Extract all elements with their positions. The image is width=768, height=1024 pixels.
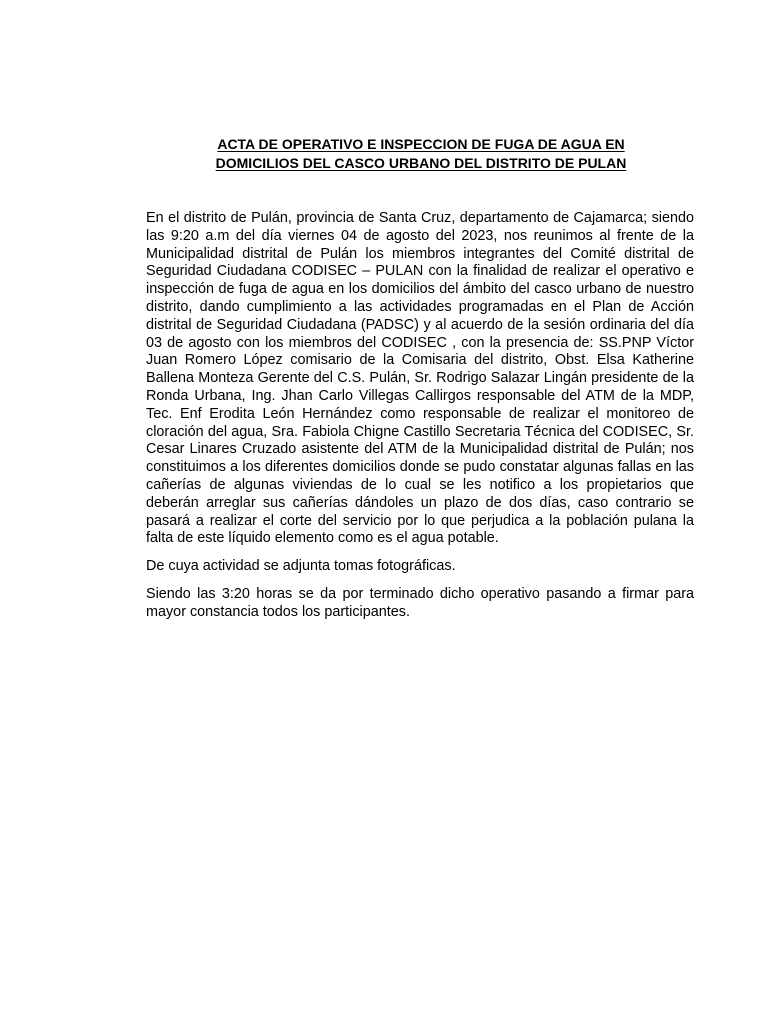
title-line-2: DOMICILIOS DEL CASCO URBANO DEL DISTRITO DE PULAN	[215, 155, 627, 171]
body-paragraph-3: Siendo las 3:20 horas se da por terminado dicho operativo pasando a firmar para mayor constancia todos los participantes.	[146, 585, 694, 620]
document-body	[146, 210, 694, 632]
document-title	[146, 135, 696, 173]
body-paragraph-2: De cuya actividad se adjunta tomas fotográficas.	[146, 558, 456, 575]
body-paragraph-1: En el distrito de Pulán, provincia de Santa Cruz, departamento de Cajamarca; siendo las 9:20 a.m del día viernes 04 de agosto del 2023, nos reunimos al frente de la Municipalidad distrital de Pulán los miembros integrantes del Comité distrital de Seguridad Ciudadana CODISEC – PULAN con la finalidad de realizar el operativo e inspección de fuga de agua en los domicilios del ámbito del casco urbano de nuestro distrito, dando cumplimiento a las actividades programadas en el Plan de Acción distrital de Seguridad Ciudadana (PADSC) y al acuerdo de la sesión ordinaria del día 03 de agosto con los miembros del CODISEC , con la presencia de: SS.PNP Víctor Juan Romero López comisario de la Comisaria del distrito, Obst. Elsa Katherine Ballena Monteza Gerente del C.S. Pulán, Sr. Rodrigo Salazar Lingán presidente de la Ronda Urbana, Ing. Jhan Carlo Villegas Callirgos responsable del ATM de la MDP, Tec. Enf Erodita León Hernández como responsable de realizar el monitoreo de cloración del agua, Sra. Fabiola Chigne Castillo Secretaria Técnica del CODISEC, Sr. Cesar Linares Cruzado asistente del ATM de la Municipalidad distrital de Pulán; nos constituimos a los diferentes domicilios donde se pudo constatar algunas fallas en las cañerías de algunas viviendas de lo cual se les notifico a los propietarios que deberán arreglar sus cañerías dándoles un plazo de dos días, caso contrario se pasará a realizar el corte del servicio por lo que perjudica a la población pulana la falta de este líquido elemento como es el agua potable.	[146, 210, 694, 547]
title-line-1: ACTA DE OPERATIVO E INSPECCION DE FUGA DE AGUA EN	[217, 136, 625, 152]
